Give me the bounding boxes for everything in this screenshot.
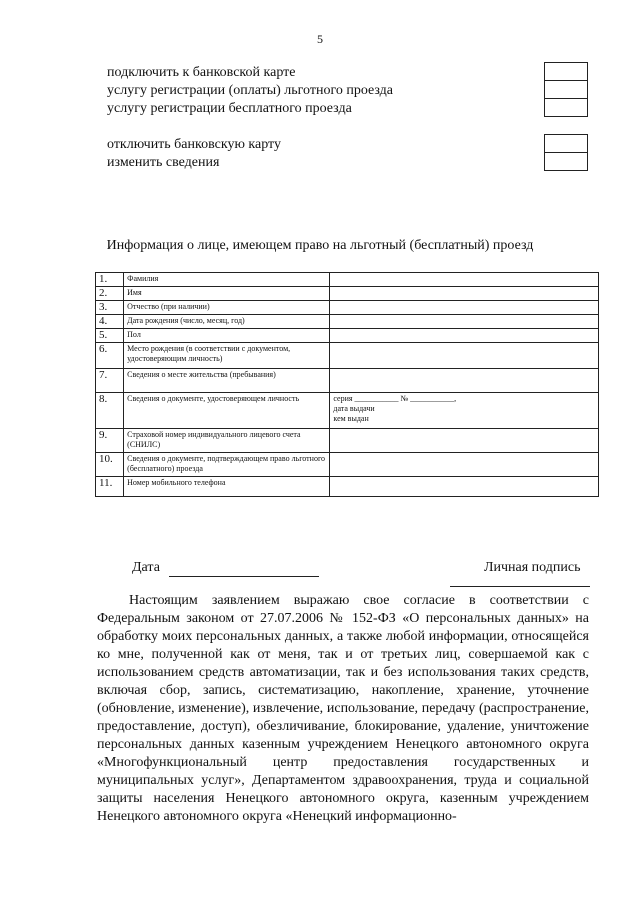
value-surname[interactable] xyxy=(330,273,599,287)
table-row xyxy=(96,287,599,301)
row-number: 10. xyxy=(96,453,124,477)
row-number: 5. xyxy=(96,329,124,343)
row-label: Страховой номер индивидуального лицевого счета (СНИЛС) xyxy=(124,429,330,453)
value-patronymic[interactable] xyxy=(330,301,599,315)
row-label: Номер мобильного телефона xyxy=(124,477,330,497)
table-row xyxy=(96,369,599,393)
table-row xyxy=(96,273,599,287)
table-row xyxy=(96,301,599,315)
row-number: 11. xyxy=(96,477,124,497)
doc-issue-date: дата выдачи xyxy=(333,404,375,413)
signature-line[interactable] xyxy=(450,586,590,587)
row-number: 3. xyxy=(96,301,124,315)
consent-paragraph: Настоящим заявлением выражаю свое согласие в соответствии с Федеральным законом от 27.07.2006 № 152-ФЗ «О персональных данных» на обработку моих персональных данных, а также любой информации, относящейся ко мне, полученной как от меня, так и от третьих лиц, совершаемой как с использованием средств автоматизации, так и без использования таких средств, включая сбор, запись, систематизацию, накопление, хранение, уточнение (обновление, изменение), извлечение, использование, передачу (распространение, предоставление, доступ), обезличивание, блокирование, удаление, уничтожение персональных данных казенным учреждением Ненецкого автономного округа «Многофункциональный центр предоставления государственных и муниципальных услуг», Департаментом здравоохранения, труда и социальной защиты населения Ненецкого автономного округа, казенным учреждением Ненецкого автономного округа «Ненецкий информационно- xyxy=(97,593,589,824)
row-label: Сведения о месте жительства (пребывания) xyxy=(124,369,330,393)
table-row xyxy=(96,329,599,343)
table-row xyxy=(96,343,599,369)
value-snils[interactable] xyxy=(330,429,599,453)
value-birth-place[interactable] xyxy=(330,343,599,369)
doc-issued-by: кем выдан xyxy=(333,414,369,423)
table-row xyxy=(96,315,599,329)
applicant-info-table xyxy=(95,272,599,497)
row-number: 7. xyxy=(96,369,124,393)
row-label: Пол xyxy=(124,329,330,343)
row-number: 2. xyxy=(96,287,124,301)
value-sex[interactable] xyxy=(330,329,599,343)
checkbox-unlink-card[interactable] xyxy=(544,134,588,153)
value-name[interactable] xyxy=(330,287,599,301)
row-number: 1. xyxy=(96,273,124,287)
date-input-line[interactable] xyxy=(169,560,319,577)
option-change-info: изменить сведения xyxy=(107,155,220,170)
doc-series-number: серия ___________ № ___________, xyxy=(333,394,457,403)
row-label: Сведения о документе, удостоверяющем личность xyxy=(124,393,330,429)
checkbox-change-info[interactable] xyxy=(544,152,588,171)
consent-text-block xyxy=(97,592,589,826)
row-number: 8. xyxy=(96,393,124,429)
page-number: 5 xyxy=(317,32,323,46)
row-label: Фамилия xyxy=(124,273,330,287)
value-benefit-document[interactable] xyxy=(330,453,599,477)
table-row xyxy=(96,393,599,429)
date-label: Дата xyxy=(132,560,160,575)
row-number: 9. xyxy=(96,429,124,453)
table-row xyxy=(96,453,599,477)
row-label: Дата рождения (число, месяц, год) xyxy=(124,315,330,329)
checkbox-free-travel[interactable] xyxy=(544,98,588,117)
checkbox-group-changes xyxy=(544,135,588,171)
checkbox-paid-travel[interactable] xyxy=(544,80,588,99)
date-field xyxy=(132,560,319,577)
table-row xyxy=(96,477,599,497)
row-label: Сведения о документе, подтверждающем право льготного (бесплатного) проезда xyxy=(124,453,330,477)
value-birth-date[interactable] xyxy=(330,315,599,329)
row-label: Место рождения (в соответствии с документом, удостоверяющим личность) xyxy=(124,343,330,369)
value-id-document[interactable] xyxy=(330,393,599,429)
row-number: 6. xyxy=(96,343,124,369)
value-phone[interactable] xyxy=(330,477,599,497)
option-free-travel: услугу регистрации бесплатного проезда xyxy=(107,101,352,116)
option-link-card: подключить к банковской карте xyxy=(107,65,296,80)
row-label: Отчество (при наличии) xyxy=(124,301,330,315)
table-row xyxy=(96,429,599,453)
signature-label: Личная подпись xyxy=(484,560,581,575)
option-paid-travel: услугу регистрации (оплаты) льготного проезда xyxy=(107,83,394,98)
option-unlink-card: отключить банковскую карту xyxy=(107,137,281,152)
checkbox-link-card[interactable] xyxy=(544,62,588,81)
checkbox-group-services xyxy=(544,63,588,117)
row-label: Имя xyxy=(124,287,330,301)
value-residence[interactable] xyxy=(330,369,599,393)
row-number: 4. xyxy=(96,315,124,329)
info-title: Информация о лице, имеющем право на льготный (бесплатный) проезд xyxy=(106,238,534,253)
